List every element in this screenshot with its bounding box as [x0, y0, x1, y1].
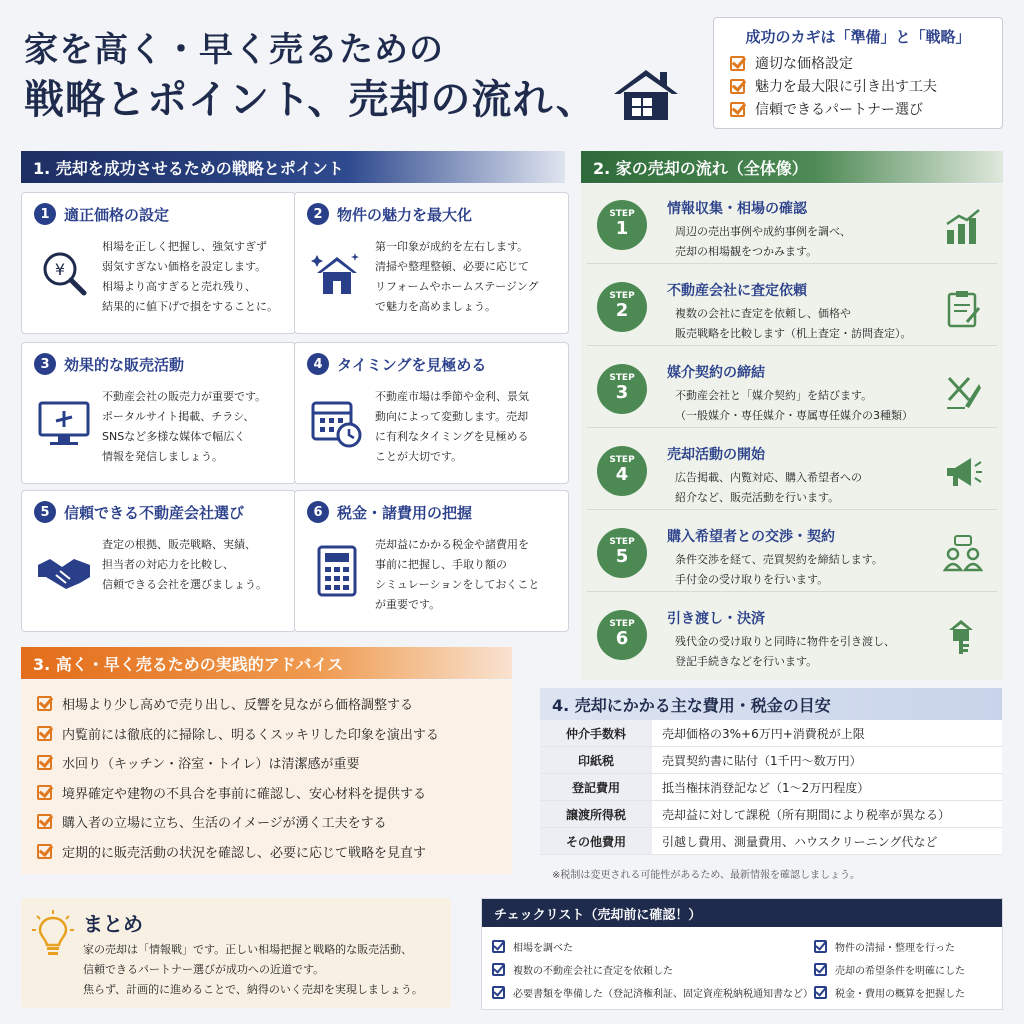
- checklist-item[interactable]: 売却の希望条件を明確にした: [814, 962, 965, 977]
- step-badge: STEP 1: [597, 200, 647, 250]
- checkbox-icon: [492, 940, 505, 953]
- cost-row: 登記費用 抵当権抹消登記など（1〜2万円程度）: [540, 774, 1002, 801]
- checklist-heading: チェックリスト（売却前に確認！）: [482, 899, 1002, 927]
- lightbulb-icon: [31, 908, 75, 958]
- monitor-icon: [36, 395, 92, 451]
- summary-box: [21, 898, 451, 1008]
- step-body: 残代金の受け取りと同時に物件を引き渡し、 登記手続きなどを行います。: [675, 635, 895, 668]
- step-body: 複数の会社に査定を依頼し、価格や 販売戦略を比較します（机上査定・訪問査定）。: [675, 307, 912, 340]
- step-badge: STEP 6: [597, 610, 647, 660]
- key-item: 魅力を最大限に引き出す工夫: [730, 76, 986, 96]
- summary-body: 家の売却は「情報戦」です。正しい相場把握と戦略的な販売活動、 信頼できるパートナー選びが成功への近道です。 焦らず、計画的に進めることで、納得のいく売却を実現しましょう。: [83, 943, 423, 996]
- check-icon: [37, 814, 52, 829]
- cost-row: 仲介手数料 売却価格の3%+6万円+消費税が上限: [540, 720, 1002, 747]
- check-icon: [730, 79, 745, 94]
- card-title: 信頼できる不動産会社選び: [64, 503, 245, 522]
- card-title: 税金・諸費用の把握: [337, 503, 473, 522]
- check-icon: [730, 56, 745, 71]
- bar-chart-icon: [943, 206, 983, 246]
- contract-pen-icon: [943, 370, 983, 410]
- card-body: 相場を正しく把握し、強気すぎず 弱気すぎない価格を設定します。 相場より高すぎると売れ残り、 結果的に値下げで損をすることに。: [102, 240, 278, 313]
- check-icon: [730, 102, 745, 117]
- yen-magnifier-icon: [36, 245, 92, 301]
- key-box-heading: 成功のカギは「準備」と「戦略」: [745, 28, 971, 46]
- card-body: 不動産市場は季節や金利、景気 動向によって変動します。売却 に有利なタイミングを見極める ことが大切です。: [375, 390, 529, 463]
- flow-step: [587, 434, 997, 510]
- checkbox-icon: [492, 986, 505, 999]
- card-number: 3: [34, 353, 56, 375]
- strategy-card: [21, 192, 296, 334]
- costs-table: [540, 688, 1002, 855]
- step-body: 周辺の売出事例や成約事例を調べ、 売却の相場観をつかみます。: [675, 225, 851, 258]
- flow-step: [587, 270, 997, 346]
- page-title-line2: 戦略とポイント、売却の流れ、: [24, 76, 597, 123]
- step-title: 購入希望者との交渉・契約: [667, 529, 835, 545]
- checkbox-icon: [492, 963, 505, 976]
- strategy-card: [21, 342, 296, 484]
- house-icon: [610, 66, 682, 122]
- step-badge: STEP 5: [597, 528, 647, 578]
- checklist-item[interactable]: 税金・費用の概算を把握した: [814, 985, 965, 1000]
- step-title: 情報収集・相場の確認: [667, 201, 807, 217]
- flow-step: [587, 352, 997, 428]
- svg-text:¥: ¥: [54, 260, 66, 279]
- handshake-icon: [36, 543, 92, 599]
- check-icon: [37, 696, 52, 711]
- card-number: 1: [34, 203, 56, 225]
- advice-item: 水回り（キッチン・浴室・トイレ）は清潔感が重要: [21, 748, 512, 778]
- key-item: 信頼できるパートナー選び: [730, 99, 986, 119]
- checkbox-icon: [814, 963, 827, 976]
- step-body: 条件交渉を経て、売買契約を締結します。 手付金の受け取りを行います。: [675, 553, 883, 586]
- card-body: 不動産会社の販売力が重要です。 ポータルサイト掲載、チラシ、 SNSなど多様な媒体で幅広く 情報を発信しましょう。: [102, 390, 267, 463]
- card-title: タイミングを見極める: [337, 355, 487, 374]
- card-body: 売却益にかかる税金や諸費用を 事前に把握し、手取り額の シミュレーションをしておくこと が重要です。: [375, 538, 540, 611]
- card-title: 適正価格の設定: [64, 205, 170, 224]
- flow-step: [587, 598, 997, 674]
- checklist-item[interactable]: 複数の不動産会社に査定を依頼した: [492, 962, 673, 977]
- strategy-card: [21, 490, 296, 632]
- key-house-icon: [943, 616, 983, 656]
- step-body: 不動産会社と「媒介契約」を結びます。 （一般媒介・専任媒介・専属専任媒介の3種類）: [675, 389, 913, 422]
- cost-row: その他費用 引越し費用、測量費用、ハウスクリーニング代など: [540, 828, 1002, 855]
- card-body: 第一印象が成約を左右します。 清掃や整理整頓、必要に応じて リフォームやホームステージング で魅力を高めましょう。: [375, 240, 539, 313]
- flow-panel: [581, 184, 1003, 680]
- sparkle-house-icon: [309, 245, 365, 301]
- advice-item: 購入者の立場に立ち、生活のイメージが湧く工夫をする: [21, 807, 512, 837]
- card-title: 物件の魅力を最大化: [337, 205, 473, 224]
- calculator-icon: [309, 543, 365, 599]
- checkbox-icon: [814, 986, 827, 999]
- key-item: 適切な価格設定: [730, 53, 986, 73]
- people-chat-icon: [943, 534, 983, 574]
- checklist-item[interactable]: 相場を調べた: [492, 939, 573, 954]
- step-title: 媒介契約の締結: [667, 365, 765, 381]
- check-icon: [37, 844, 52, 859]
- costs-heading: 4. 売却にかかる主な費用・税金の目安: [540, 688, 1002, 720]
- step-title: 引き渡し・決済: [667, 611, 765, 627]
- tax-note: ※税制は変更される可能性があるため、最新情報を確認しましょう。: [552, 870, 860, 881]
- calendar-clock-icon: [309, 395, 365, 451]
- cost-row: 印紙税 売買契約書に貼付（1千円〜数万円）: [540, 747, 1002, 774]
- strategy-card: [294, 490, 569, 632]
- strategy-card: [294, 192, 569, 334]
- checklist-item[interactable]: 必要書類を準備した（登記済権利証、固定資産税納税通知書など）: [492, 985, 813, 1000]
- advice-item: 定期的に販売活動の状況を確認し、必要に応じて戦略を見直す: [21, 837, 512, 867]
- summary-heading: まとめ: [83, 912, 143, 936]
- card-title: 効果的な販売活動: [64, 355, 185, 374]
- clipboard-icon: [943, 288, 983, 328]
- check-icon: [37, 755, 52, 770]
- check-icon: [37, 726, 52, 741]
- card-number: 2: [307, 203, 329, 225]
- flow-heading: 2. 家の売却の流れ（全体像）: [581, 151, 1003, 183]
- cost-row: 譲渡所得税 売却益に対して課税（所有期間により税率が異なる）: [540, 801, 1002, 828]
- flow-step: [587, 188, 997, 264]
- page-title-line1: 家を高く・早く売るための: [24, 30, 444, 70]
- step-badge: STEP 4: [597, 446, 647, 496]
- advice-item: 相場より少し高めで売り出し、反響を見ながら価格調整する: [21, 689, 512, 719]
- checklist: [481, 898, 1003, 1010]
- advice-panel: [21, 680, 512, 874]
- advice-heading: 3. 高く・早く売るための実践的アドバイス: [21, 647, 512, 679]
- flow-step: [587, 516, 997, 592]
- card-number: 5: [34, 501, 56, 523]
- card-number: 6: [307, 501, 329, 523]
- card-body: 査定の根拠、販売戦略、実績、 担当者の対応力を比較し、 信頼できる会社を選びましょう。: [102, 538, 267, 591]
- checklist-item[interactable]: 物件の清掃・整理を行った: [814, 939, 955, 954]
- step-badge: STEP 3: [597, 364, 647, 414]
- check-icon: [37, 785, 52, 800]
- step-title: 不動産会社に査定依頼: [667, 283, 807, 299]
- step-body: 広告掲載、内覧対応、購入希望者への 紹介など、販売活動を行います。: [675, 471, 862, 504]
- strategy-card: [294, 342, 569, 484]
- card-number: 4: [307, 353, 329, 375]
- step-title: 売却活動の開始: [667, 447, 765, 463]
- advice-item: 内覧前には徹底的に掃除し、明るくスッキリした印象を演出する: [21, 719, 512, 749]
- step-badge: STEP 2: [597, 282, 647, 332]
- key-box: [713, 17, 1003, 129]
- checkbox-icon: [814, 940, 827, 953]
- strategy-heading: 1. 売却を成功させるための戦略とポイント: [21, 151, 565, 183]
- advice-item: 境界確定や建物の不具合を事前に確認し、安心材料を提供する: [21, 778, 512, 808]
- megaphone-icon: [943, 452, 983, 492]
